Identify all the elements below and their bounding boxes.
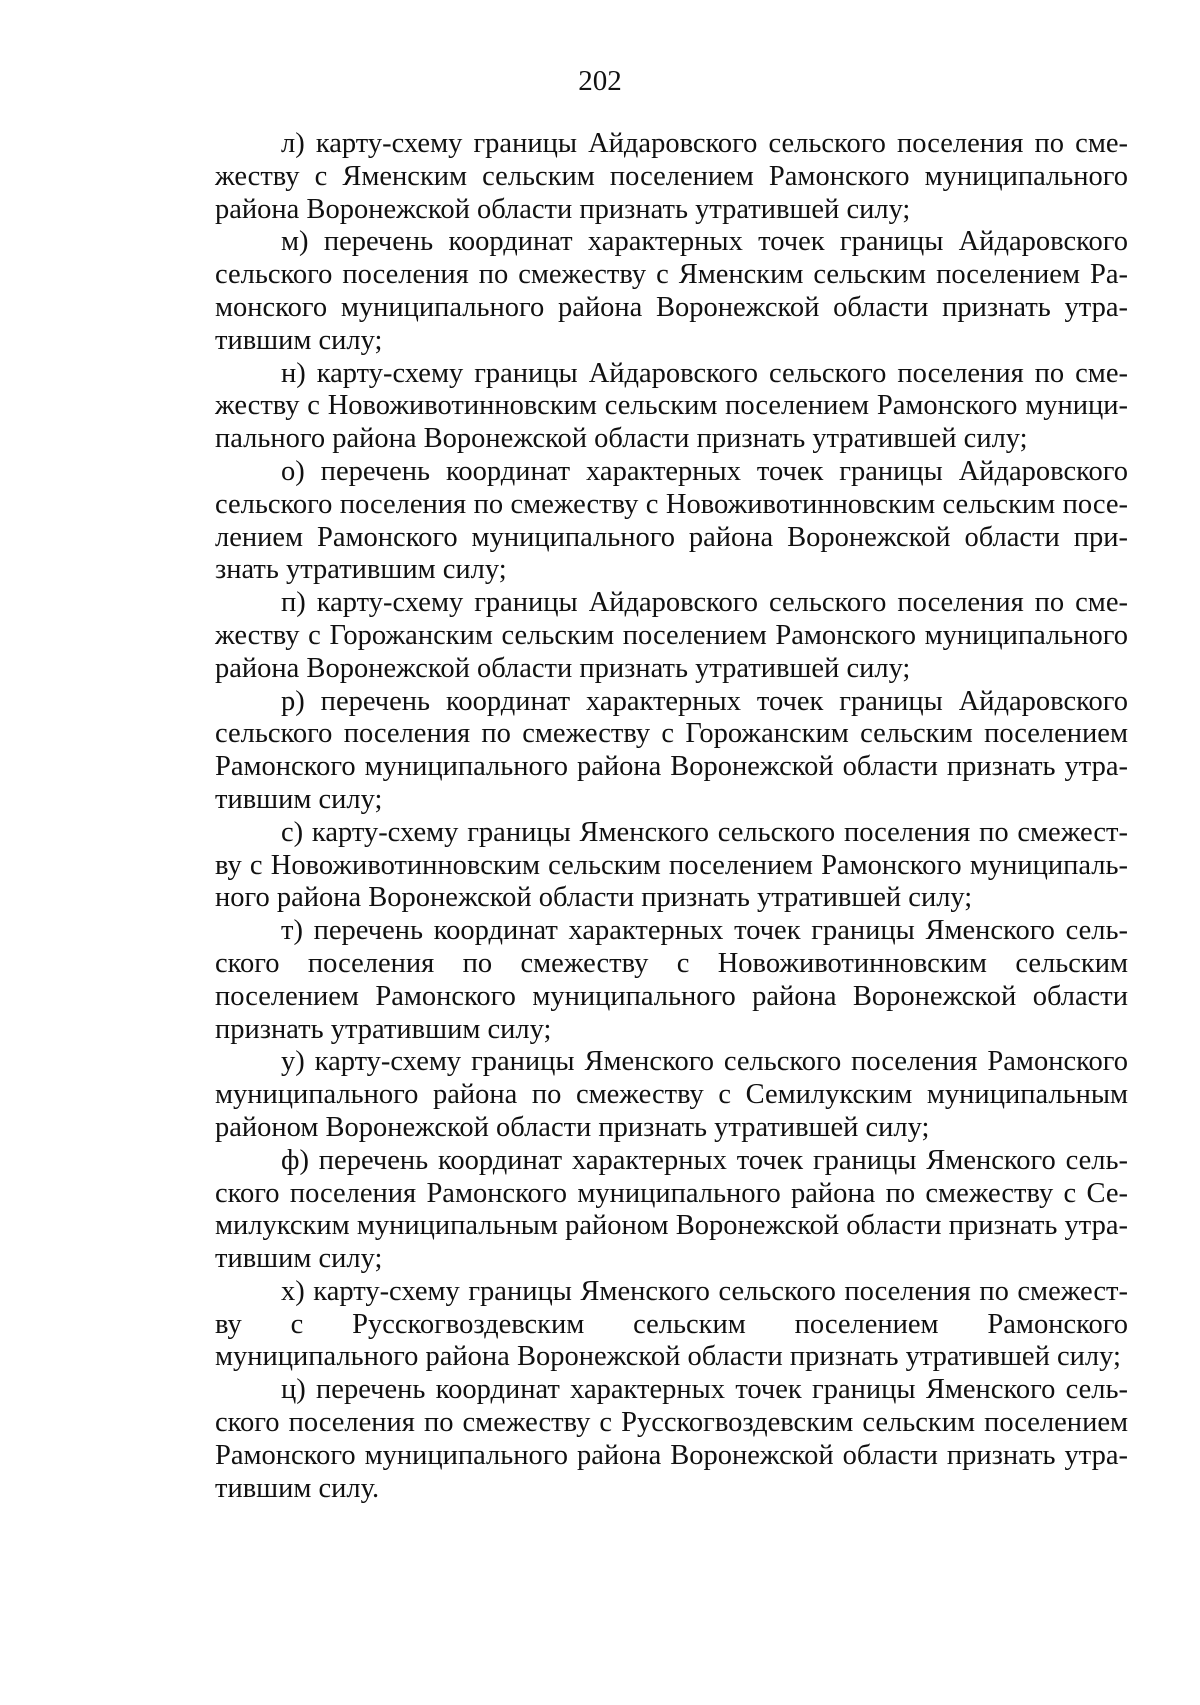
clause-f: ф) перечень координат характерных точек границы Яменского сельского поселения Рамонского муниципального района по смежеству с Семилукским муниципальным районом Воронежской области признать утратившим силу; [215, 1144, 1128, 1275]
clause-t: т) перечень координат характерных точек границы Яменского сельского поселения по смежеству с Новоживотинновским сельским поселением Рамонского муниципального района Воронежской области признать утратившим силу; [215, 915, 1128, 1045]
clause-kh: х) карту-схему границы Яменского сельского поселения по смежеству с Русскогвоздевским сельским поселением Рамонского муниципального района Воронежской области признать утратившей силу; [215, 1275, 1128, 1373]
clause-u: у) карту-схему границы Яменского сельского поселения Рамонского муниципального района по смежеству с Семилукским муниципальным районом Воронежской области признать утратившей силу; [215, 1046, 1128, 1143]
page-number: 202 [578, 65, 622, 97]
clause-o: о) перечень координат характерных точек границы Айдаровского сельского поселения по смежеству с Новоживотинновским сельским поселением Рамонского муниципального района Воронежской области признать утратившим силу; [215, 455, 1128, 586]
clause-ts: ц) перечень координат характерных точек границы Яменского сельского поселения по смежеству с Русскогвоздевским сельским поселением Рамонского муниципального района Воронежской области признать утратившим силу. [215, 1374, 1128, 1504]
clause-l: л) карту-схему границы Айдаровского сельского поселения по смежеству с Яменским сельским поселением Рамонского муниципального района Воронежской области признать утратившей силу; [215, 128, 1128, 225]
document-body [215, 128, 1128, 1505]
clause-r: р) перечень координат характерных точек границы Айдаровского сельского поселения по смежеству с Горожанским сельским поселением Рамонского муниципального района Воронежской области признать утратившим силу; [215, 685, 1128, 815]
clause-p: п) карту-схему границы Айдаровского сельского поселения по смежеству с Горожанским сельским поселением Рамонского муниципального района Воронежской области признать утратившей силу; [215, 587, 1128, 684]
clause-m: м) перечень координат характерных точек границы Айдаровского сельского поселения по смежеству с Яменским сельским поселением Рамонского муниципального района Воронежской области признать утратившим силу; [215, 226, 1128, 356]
clause-s: с) карту-схему границы Яменского сельского поселения по смежеству с Новоживотинновским сельским поселением Рамонского муниципального района Воронежской области признать утратившей силу; [215, 816, 1128, 914]
clause-n: н) карту-схему границы Айдаровского сельского поселения по смежеству с Новоживотинновским сельским поселением Рамонского муниципального района Воронежской области признать утратившей силу; [215, 357, 1128, 455]
